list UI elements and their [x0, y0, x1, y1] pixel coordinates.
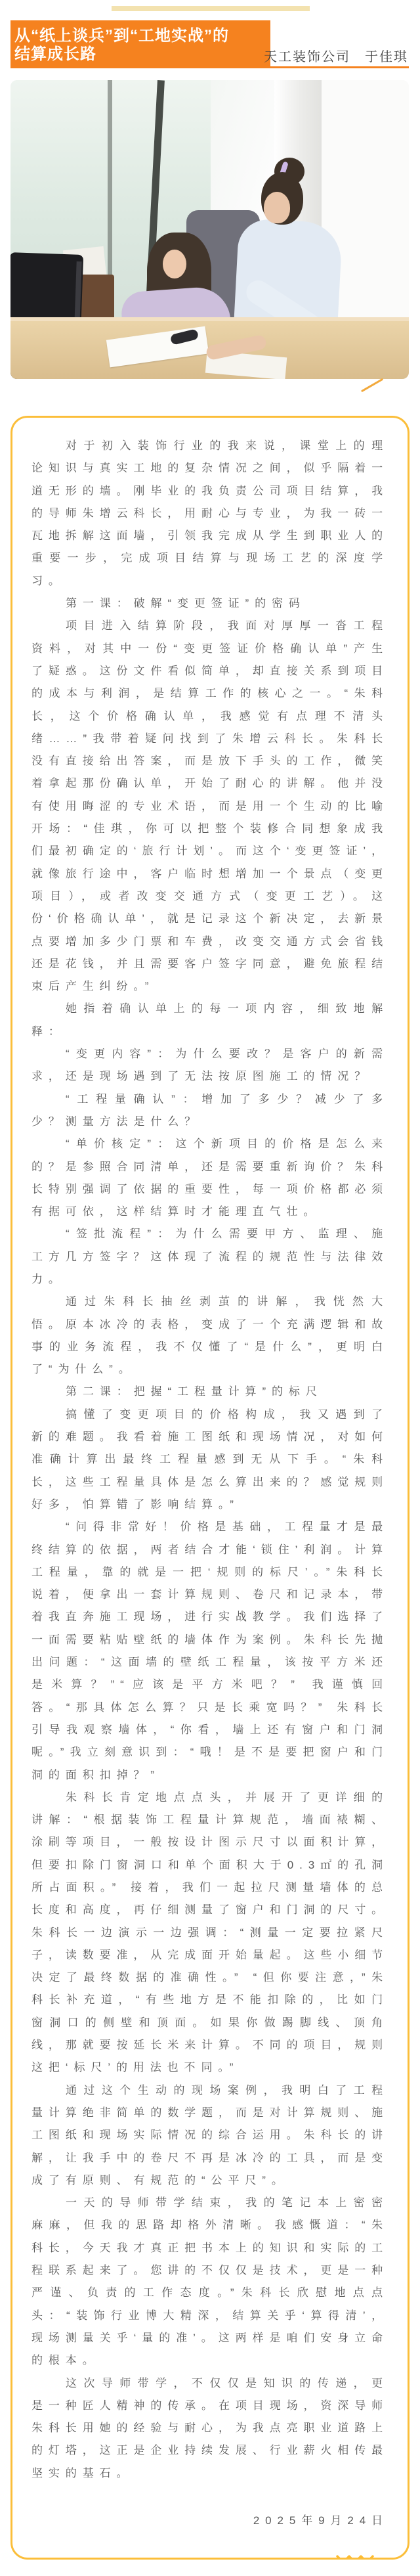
paragraph: 这次导师带学，不仅仅是知识的传递，更是一种匠人精神的传承。在项目现场，资深导师朱科长用她的经验与耐心，为我点亮职业道路上的灯塔，这正是企业持续发展、行业薪火相传最坚实的基石。 [32, 2376, 388, 2479]
paragraph: “单价核定”：这个新项目的价格是怎么来的？是参照合同清单，还是需要重新询价？朱科长特别强调了依据的重要性，每一项价格都必须有据可依，这样结算时才能理直气壮。 [32, 1138, 388, 1218]
seated-person-face [163, 250, 186, 278]
page-title-line1: 从“纸上谈兵”到“工地实战”的 [14, 27, 229, 45]
paragraph: 对于初入装饰行业的我来说，课堂上的理论知识与真实工地的复杂情况之间，似乎隔着一道无形的墙。刚毕业的我负责公司项目结算，我的导师朱增云科长，用耐心与专业，为我一砖一瓦地拆解这面墙，引领我完成从学生到职业人的重要一步，完成项目结算与现场工艺的深度学习。 [32, 439, 388, 587]
paragraph: “变更内容”：为什么要改？是客户的新需求，还是现场遇到了无法按原图施工的情况？ [32, 1048, 388, 1083]
paragraph: 通过朱科长抽丝剥茧的讲解，我恍然大悟。原本冰冷的表格，变成了一个充满逻辑和故事的业务流程，我不仅懂了“是什么”，更明白了“为什么”。 [32, 1295, 388, 1376]
paragraph: “工程量确认”：增加了多少？减少了多少？测量方法是什么？ [32, 1092, 388, 1128]
diagonal-accent-line [361, 378, 383, 392]
paragraph: “签批流程”：为什么需要甲方、监理、施工方几方签字？这体现了流程的规范性与法律效力。 [32, 1228, 388, 1285]
article-box [10, 416, 410, 2560]
paragraph: 项目进入结算阶段，我面对厚厚一沓工程资料，对其中一份“变更签证价格确认单”产生了疑惑。这份文件看似简单，却直接关系到项目的成本与利润，是结算工作的核心之一。“朱科长，这个价格确认单，我感觉有点理不清头绪……”我带着疑问找到了朱增云科长。朱科长没有直接给出答案，而是放下手头的工作，微笑着拿起那份确认单，开始了耐心的讲解。他并没有使用晦涩的专业术语，而是用一个生动的比喻开场：“佳琪，你可以把整个装修合同想象成我们最初确定的‘旅行计划’。而这个‘变更签证’，就像旅行途中，客户临时想增加一个景点（变更项目），或者改变交通方式（变更工艺）。这份‘价格确认单’，就是记录这个新决定，去新景点要增加多少门票和车费，改变交通方式会省钱还是花钱，并且需要客户签字同意，避免旅程结束后产生纠纷。” [32, 619, 388, 993]
author-name: 于佳琪 [365, 50, 408, 64]
paragraph: 第一课：破解“变更签证”的密码 [66, 597, 306, 610]
paragraph: 第二课：把握“工程量计算”的标尺 [66, 1385, 323, 1398]
desk-edge [10, 317, 409, 321]
article-date: 2025年9月24日 [253, 2514, 388, 2527]
paragraph: 朱科长肯定地点点头，并展开了更详细的讲解：“根据装饰工程量计算规范，墙面裱糊、涂刷等项目，一般按设计图示尺寸以面积计算，但要扣除门窗洞口和单个面积大于0.3㎡的孔洞所占面积。” 接着，我们一起拉尺测量墙体的总长度和高度，再仔细测量了窗户和门洞的尺寸。朱科长一边演示一边强调：“测量一定要拉紧尺子，读数要准，从完成面开始量起。这些小细节决定了最终数据的准确性。” “但你要注意，”朱科长补充道，“有些地方是不能扣除的，比如门窗洞口的侧壁和顶面。如果你做踢脚线、顶角线，那就要按延长米来计算。不同的项目，规则这把‘标尺’的用法也不同。” [32, 1790, 388, 2074]
header-underline [10, 66, 409, 68]
standing-person-face [264, 192, 290, 223]
company-name: 天工装饰公司 [264, 50, 350, 64]
paragraph: 一天的导师带学结束，我的笔记本上密密麻麻，但我的思路却格外清晰。我感慨道：“朱科长，今天我才真正把书本上的知识和实际的工程联系起来了。您讲的不仅仅是技术，更是一种严谨、负责的工作态度。”朱科长欣慰地点点头：“装饰行业博大精深，结算关乎‘算得清’，现场测量关乎‘量的准’。这两样是咱们安身立命的根本。 [32, 2196, 388, 2367]
mentoring-photo [10, 80, 409, 379]
page-title-line2: 结算成长路 [14, 45, 96, 63]
zigzag-icon [336, 2554, 374, 2560]
top-accent-bar [112, 6, 310, 11]
byline [264, 46, 408, 65]
page-title [10, 20, 270, 68]
paragraph: 通过这个生动的现场案例，我明白了工程量计算绝非简单的数学题，而是对计算规则、施工图纸和现场实际情况的综合运用。朱科长的讲解，让我手中的卷尺不再是冰冷的工具，而是变成了有原则、有规范的“公平尺”。 [32, 2083, 388, 2187]
paragraph: 她指着确认单上的每一项内容，细致地解释： [32, 1002, 388, 1038]
paragraph: “问得非常好！价格是基础，工程量才是最终结算的依据，两者结合才能‘锁住’利润。计算工程量，靠的就是一把‘规则的标尺’。”朱科长说着，便拿出一套计算规则、卷尺和记录本，带着我直奔施工现场，进行实战教学。我们选择了一面需要粘贴壁纸的墙体作为案例。朱科长先抛出问题：“这面墙的壁纸工程量，该按平方米还是米算？”“应该是平方米吧？” 我谨慎回答。“那具体怎么算？只是长乘宽吗？” 朱科长引导我观察墙体，“你看，墙上还有窗户和门洞呢。”我立刻意识到：“哦！是不是要把窗户和门洞的面积扣掉？” [32, 1521, 388, 1781]
paragraph: 搞懂了变更项目的价格构成，我又遇到了新的难题。我看着施工图纸和现场情况，对如何准确计算出最终工程量感到无从下手。“朱科长，这些工程量具体是怎么算出来的？感觉规则好多，怕算错了影响结算。” [32, 1408, 388, 1511]
article-body [32, 435, 388, 2485]
